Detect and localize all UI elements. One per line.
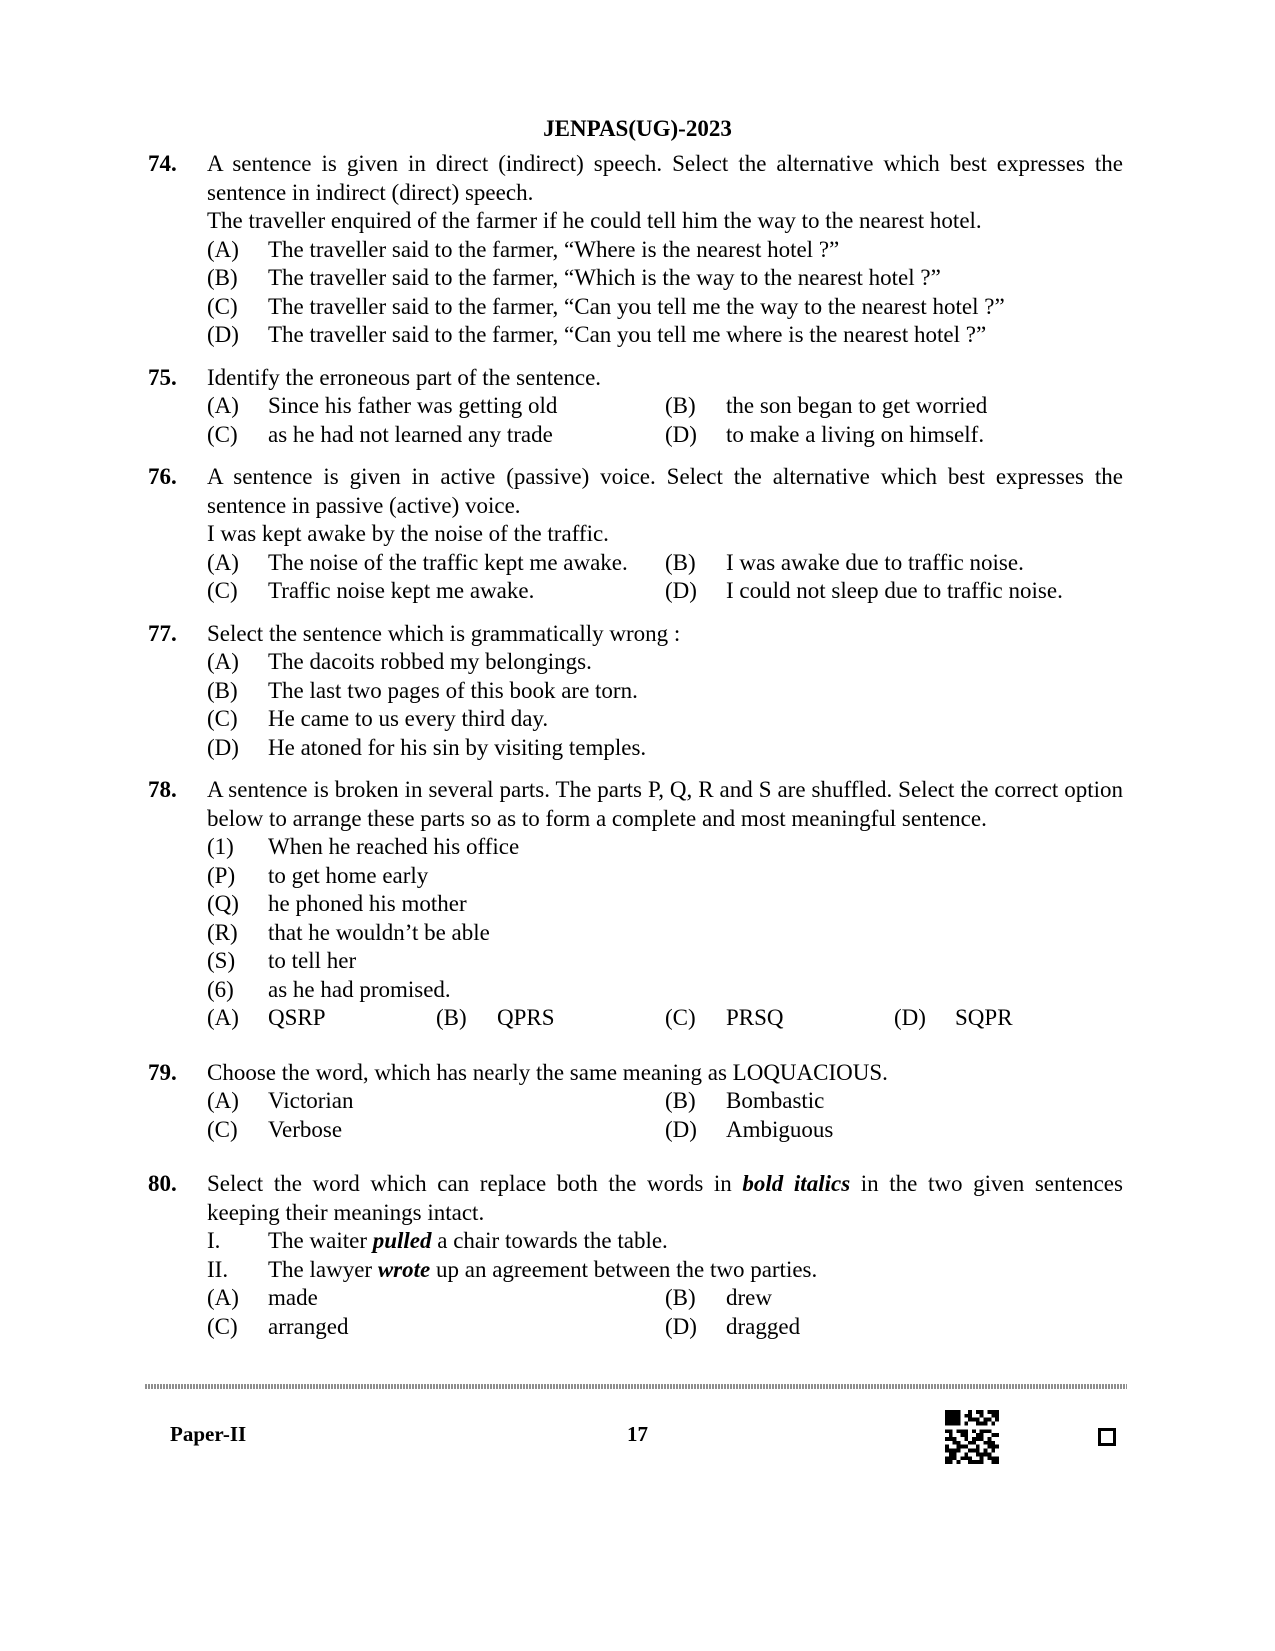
option-c: (C) Verbose bbox=[207, 1116, 343, 1142]
option-d: (D) The traveller said to the farmer, “Can you tell me where is the nearest hotel ?” bbox=[207, 322, 987, 347]
question-number: 80. bbox=[148, 1171, 177, 1196]
part-s: (S) to tell her bbox=[207, 948, 357, 973]
page-number: 17 bbox=[627, 1422, 648, 1446]
question-number: 74. bbox=[148, 151, 177, 176]
part-6: (6) as he had promised. bbox=[207, 976, 451, 1002]
question-number: 79. bbox=[148, 1059, 177, 1085]
option-d: (D) I could not sleep due to traffic noise. bbox=[665, 578, 1063, 603]
option-d: (D) dragged bbox=[665, 1313, 801, 1339]
question-75 bbox=[148, 364, 1123, 450]
option-a: (A) The traveller said to the farmer, “Where is the nearest hotel ?” bbox=[207, 236, 840, 262]
question-sentence: I was kept awake by the noise of the traffic. bbox=[207, 521, 609, 546]
option-a: (A) QSRP bbox=[207, 1005, 326, 1030]
question-80 bbox=[148, 1170, 1123, 1341]
question-text: Select the word which can replace both the words in bold italics in the two given sentences keeping their meanings intact. bbox=[207, 1171, 1123, 1225]
part-r: (R) that he wouldn’t be able bbox=[207, 919, 490, 945]
option-a: (A) The dacoits robbed my belongings. bbox=[207, 649, 592, 674]
option-b: (B) The traveller said to the farmer, “Which is the way to the nearest hotel ?” bbox=[207, 265, 941, 290]
option-b: (B) the son began to get worried bbox=[665, 393, 988, 418]
option-a: (A) Victorian bbox=[207, 1088, 354, 1113]
question-text: Choose the word, which has nearly the same meaning as LOQUACIOUS. bbox=[207, 1059, 888, 1085]
part-1: (1) When he reached his office bbox=[207, 834, 520, 859]
option-c: (C) as he had not learned any trade bbox=[207, 421, 553, 447]
question-79 bbox=[148, 1059, 1123, 1145]
option-c: (C) He came to us every third day. bbox=[207, 706, 549, 731]
option-d: (D) Ambiguous bbox=[665, 1116, 834, 1142]
question-78 bbox=[148, 776, 1123, 1033]
option-b: (B) I was awake due to traffic noise. bbox=[665, 549, 1024, 575]
part-p: (P) to get home early bbox=[207, 862, 429, 888]
option-b: (B) Bombastic bbox=[665, 1088, 825, 1113]
square-icon bbox=[1098, 1428, 1116, 1446]
part-q: (Q) he phoned his mother bbox=[207, 891, 467, 916]
option-b: (B) The last two pages of this book are torn. bbox=[207, 677, 638, 703]
question-number: 78. bbox=[148, 777, 177, 802]
option-a: (A) Since his father was getting old bbox=[207, 393, 558, 418]
option-d: (D) SQPR bbox=[894, 1005, 1013, 1030]
question-number: 75. bbox=[148, 364, 177, 390]
option-b: (B) drew bbox=[665, 1285, 772, 1310]
option-a: (A) The noise of the traffic kept me awake. bbox=[207, 549, 628, 575]
question-74 bbox=[148, 150, 1123, 350]
option-d: (D) He atoned for his sin by visiting temples. bbox=[207, 734, 647, 760]
question-text: A sentence is given in direct (indirect) speech. Select the alternative which best expresses the sentence in indirect (direct) speech. bbox=[207, 151, 1123, 205]
confidential-strip bbox=[145, 1384, 1127, 1389]
paper-label: Paper-II bbox=[170, 1422, 247, 1446]
page-header: JENPAS(UG)-2023 bbox=[543, 116, 732, 141]
sentence-ii: II. The lawyer wrote up an agreement between the two parties. bbox=[207, 1256, 818, 1282]
option-d: (D) to make a living on himself. bbox=[665, 421, 985, 447]
question-sentence: The traveller enquired of the farmer if he could tell him the way to the nearest hotel. bbox=[207, 208, 982, 233]
question-text: A sentence is broken in several parts. The parts P, Q, R and S are shuffled. Select the correct option below to arrange these parts so as to form a complete and most meaningful sentence. bbox=[207, 777, 1123, 831]
question-77 bbox=[148, 620, 1123, 763]
option-c: (C) PRSQ bbox=[665, 1005, 784, 1030]
question-text: Select the sentence which is grammatically wrong : bbox=[207, 620, 681, 646]
qr-code-icon bbox=[944, 1410, 1000, 1464]
option-c: (C) The traveller said to the farmer, “Can you tell me the way to the nearest hotel ?” bbox=[207, 293, 1005, 319]
option-a: (A) made bbox=[207, 1285, 318, 1310]
question-text: Identify the erroneous part of the sentence. bbox=[207, 364, 602, 390]
questions-area bbox=[148, 150, 1123, 1355]
option-c: (C) Traffic noise kept me awake. bbox=[207, 578, 535, 603]
question-76 bbox=[148, 463, 1123, 606]
option-c: (C) arranged bbox=[207, 1313, 349, 1339]
sentence-i: I. The waiter pulled a chair towards the table. bbox=[207, 1228, 668, 1253]
question-number: 77. bbox=[148, 620, 177, 646]
question-number: 76. bbox=[148, 464, 177, 489]
option-b: (B) QPRS bbox=[436, 1005, 555, 1030]
question-text: A sentence is given in active (passive) voice. Select the alternative which best expresses the sentence in passive (active) voice. bbox=[207, 464, 1123, 518]
